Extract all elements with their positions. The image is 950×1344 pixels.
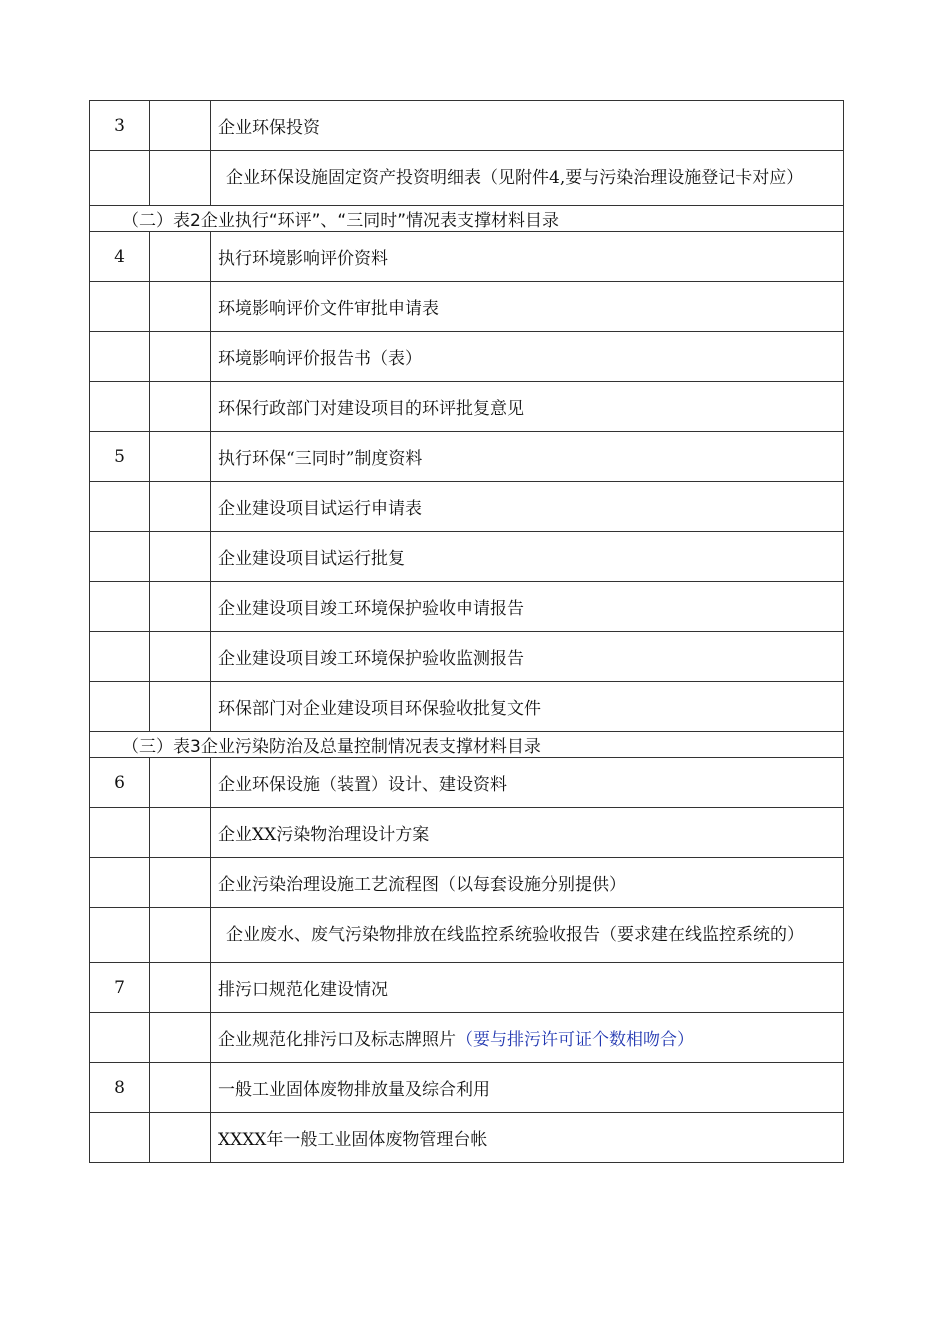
row-number: 8 [90,1063,150,1113]
row-text: 企业建设项目试运行申请表 [211,482,844,532]
table-row [90,963,844,1013]
table-row [90,758,844,808]
row-text: 排污口规范化建设情况 [211,963,844,1013]
table-row [90,482,844,532]
empty-cell [150,758,211,808]
empty-cell [150,1113,211,1163]
row-text: XXXX年一般工业固体废物管理台帐 [211,1113,844,1163]
table-row [90,532,844,582]
row-note: （要与排污许可证个数相吻合） [456,1030,694,1050]
row-number [90,532,150,582]
table-row [90,682,844,732]
row-text: 企业环保设施固定资产投资明细表（见附件4,要与污染治理设施登记卡对应） [211,151,844,206]
section-row [90,206,844,232]
table-row [90,432,844,482]
table-row [90,808,844,858]
empty-cell [150,808,211,858]
row-number [90,582,150,632]
row-text: 企业废水、废气污染物排放在线监控系统验收报告（要求建在线监控系统的） [211,908,844,963]
row-text-with-note [211,1013,844,1063]
table-row [90,151,844,206]
empty-cell [150,1013,211,1063]
row-text: 环境影响评价文件审批申请表 [211,282,844,332]
row-number [90,151,150,206]
table-row [90,382,844,432]
row-text: 企业规范化排污口及标志牌照片 [218,1030,456,1050]
empty-cell [150,682,211,732]
empty-cell [150,582,211,632]
row-number [90,1113,150,1163]
section-row [90,732,844,758]
empty-cell [150,858,211,908]
row-text: 环境影响评价报告书（表） [211,332,844,382]
row-number [90,282,150,332]
empty-cell [150,101,211,151]
row-text: 环保行政部门对建设项目的环评批复意见 [211,382,844,432]
row-number [90,382,150,432]
row-number [90,858,150,908]
row-text: 企业污染治理设施工艺流程图（以每套设施分别提供） [211,858,844,908]
row-text: 一般工业固体废物排放量及综合利用 [211,1063,844,1113]
row-text: 环保部门对企业建设项目环保验收批复文件 [211,682,844,732]
row-number: 4 [90,232,150,282]
row-number [90,808,150,858]
empty-cell [150,908,211,963]
empty-cell [150,151,211,206]
row-number [90,632,150,682]
empty-cell [150,532,211,582]
row-number [90,908,150,963]
empty-cell [150,482,211,532]
row-text: 企业XX污染物治理设计方案 [211,808,844,858]
row-text: 执行环境影响评价资料 [211,232,844,282]
materials-table [89,100,844,1163]
row-text: 企业建设项目竣工环境保护验收申请报告 [211,582,844,632]
row-number [90,682,150,732]
row-number: 7 [90,963,150,1013]
row-number [90,482,150,532]
section-heading: （三）表3企业污染防治及总量控制情况表支撑材料目录 [90,732,844,758]
empty-cell [150,632,211,682]
table-row [90,1063,844,1113]
empty-cell [150,963,211,1013]
table-row [90,282,844,332]
row-text: 企业建设项目竣工环境保护验收监测报告 [211,632,844,682]
row-text: 企业建设项目试运行批复 [211,532,844,582]
empty-cell [150,282,211,332]
empty-cell [150,432,211,482]
table-row [90,632,844,682]
table-row [90,582,844,632]
row-number [90,1013,150,1063]
empty-cell [150,332,211,382]
empty-cell [150,382,211,432]
table-row [90,858,844,908]
empty-cell [150,232,211,282]
table-row [90,101,844,151]
table-row [90,1113,844,1163]
table-row [90,232,844,282]
row-number [90,332,150,382]
row-number: 5 [90,432,150,482]
table-row [90,332,844,382]
table-row [90,1013,844,1063]
table-row [90,908,844,963]
row-text: 企业环保投资 [211,101,844,151]
section-heading: （二）表2企业执行“环评”、“三同时”情况表支撑材料目录 [90,206,844,232]
empty-cell [150,1063,211,1113]
row-number: 3 [90,101,150,151]
row-number: 6 [90,758,150,808]
row-text: 企业环保设施（装置）设计、建设资料 [211,758,844,808]
row-text: 执行环保“三同时”制度资料 [211,432,844,482]
